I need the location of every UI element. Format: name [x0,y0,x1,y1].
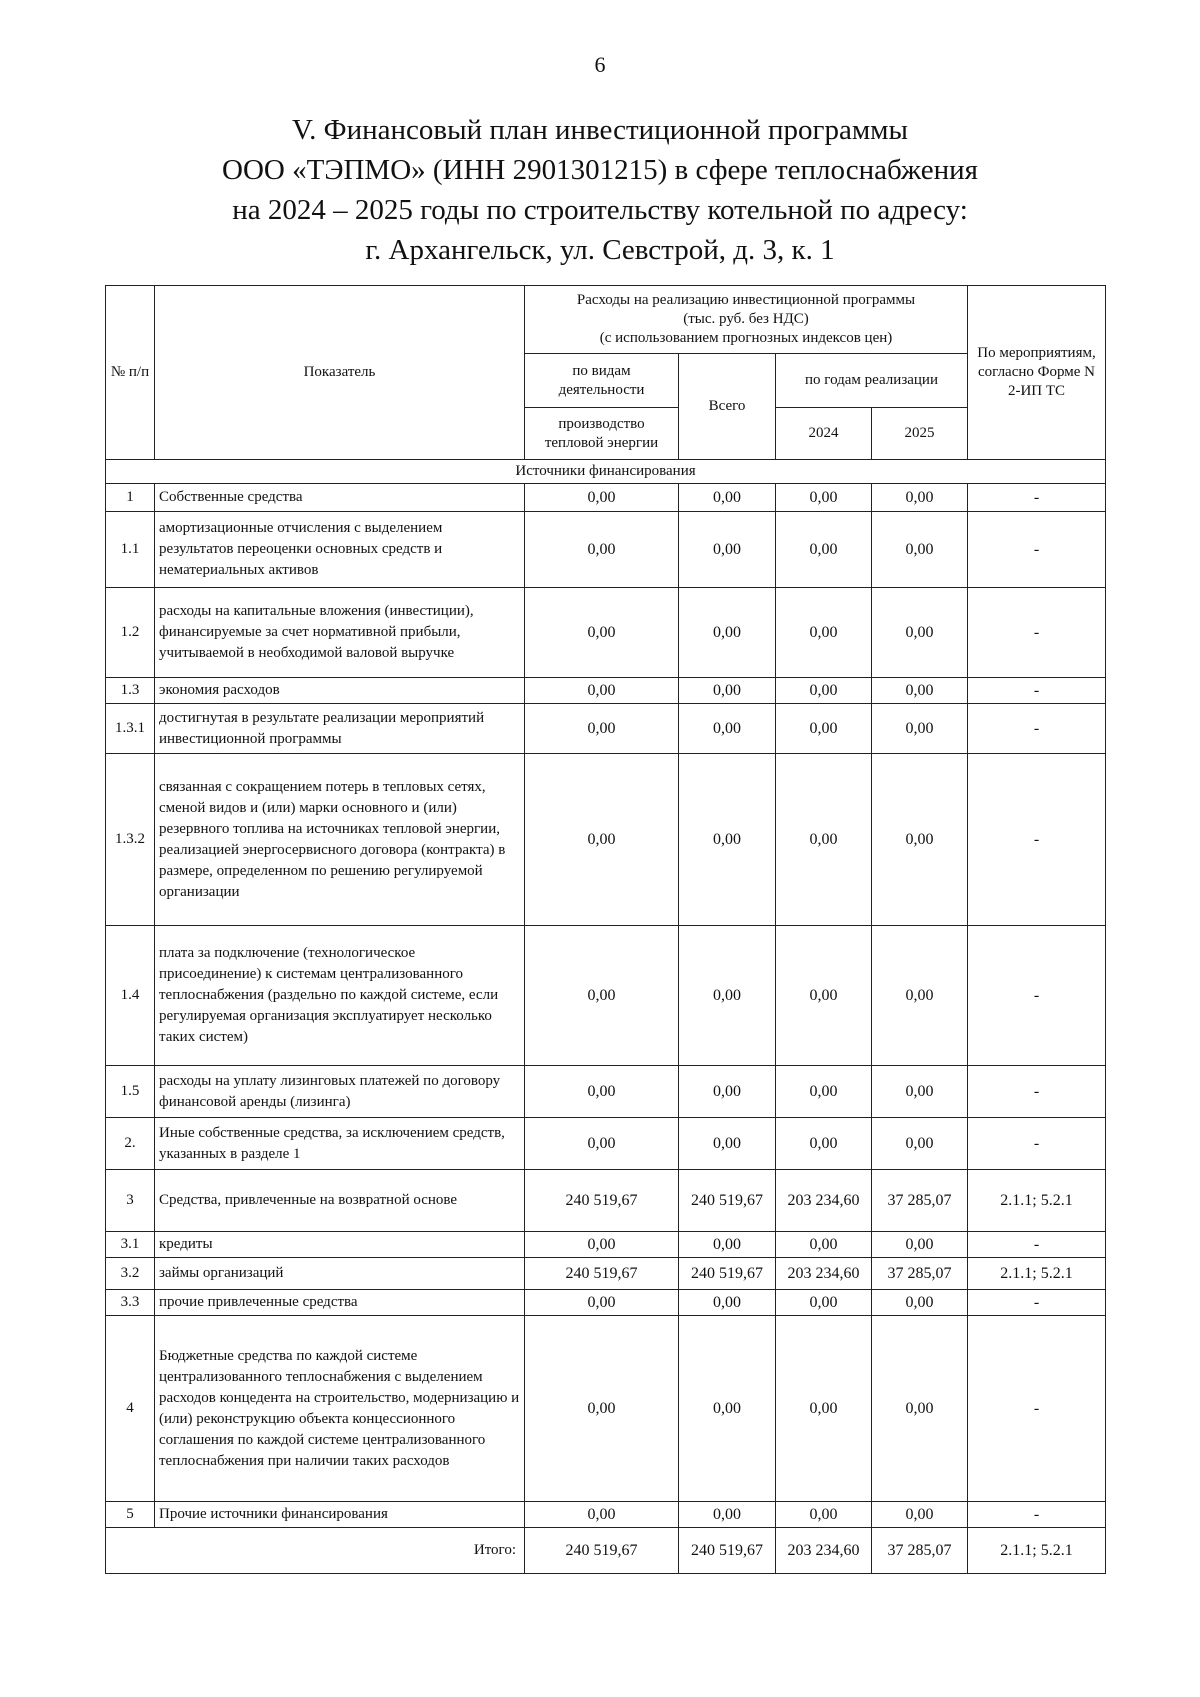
row-indicator: расходы на капитальные вложения (инвестиции), финансируемые за счет нормативной прибыли, учитываемой в необходимой валовой выручке [155,588,525,678]
row-2025: 0,00 [872,1066,968,1118]
table-footer [106,1528,1106,1574]
row-2025: 37 285,07 [872,1258,968,1290]
row-production: 0,00 [525,1502,679,1528]
row-total: 0,00 [679,588,776,678]
row-production: 0,00 [525,1316,679,1502]
row-2024: 0,00 [776,1066,872,1118]
row-total: 0,00 [679,1066,776,1118]
row-measures: - [968,1232,1106,1258]
row-2024: 0,00 [776,678,872,704]
row-2024: 0,00 [776,1232,872,1258]
row-total: 240 519,67 [679,1170,776,1232]
table-row [106,926,1106,1066]
table-row [106,1118,1106,1170]
totals-row [106,1528,1106,1574]
row-measures: - [968,678,1106,704]
row-indicator: Прочие источники финансирования [155,1502,525,1528]
totals-production: 240 519,67 [525,1528,679,1574]
row-measures: - [968,704,1106,754]
table-row [106,1290,1106,1316]
row-indicator: экономия расходов [155,678,525,704]
row-indicator: кредиты [155,1232,525,1258]
table-row [106,484,1106,512]
row-total: 0,00 [679,754,776,926]
row-total: 0,00 [679,512,776,588]
table-row [106,1258,1106,1290]
row-production: 0,00 [525,512,679,588]
row-2024: 0,00 [776,588,872,678]
row-indicator: займы организаций [155,1258,525,1290]
row-2024: 0,00 [776,484,872,512]
section-title: Источники финансирования [106,460,1106,484]
row-indicator: Иные собственные средства, за исключением средств, указанных в разделе 1 [155,1118,525,1170]
row-number: 3.2 [106,1258,155,1290]
row-measures: - [968,512,1106,588]
header-year-2024: 2024 [776,408,872,460]
row-number: 2. [106,1118,155,1170]
title-line-4: г. Архангельск, ул. Севстрой, д. 3, к. 1 [365,234,835,266]
row-2025: 0,00 [872,1232,968,1258]
row-number: 3 [106,1170,155,1232]
row-number: 1.4 [106,926,155,1066]
row-2025: 0,00 [872,588,968,678]
row-indicator: амортизационные отчисления с выделением результатов переоценки основных средств и нематериальных активов [155,512,525,588]
row-production: 0,00 [525,1232,679,1258]
header-total: Всего [679,354,776,460]
row-number: 1.5 [106,1066,155,1118]
row-production: 0,00 [525,588,679,678]
table-row [106,588,1106,678]
row-number: 1 [106,484,155,512]
row-indicator: расходы на уплату лизинговых платежей по договору финансовой аренды (лизинга) [155,1066,525,1118]
table-row [106,678,1106,704]
row-measures: - [968,588,1106,678]
row-measures: 2.1.1; 5.2.1 [968,1170,1106,1232]
row-indicator: Средства, привлеченные на возвратной основе [155,1170,525,1232]
row-measures: - [968,1316,1106,1502]
row-2024: 203 234,60 [776,1170,872,1232]
row-total: 0,00 [679,678,776,704]
row-2025: 0,00 [872,754,968,926]
table-row [106,512,1106,588]
row-2024: 0,00 [776,926,872,1066]
row-number: 1.3.2 [106,754,155,926]
row-measures: - [968,484,1106,512]
totals-total: 240 519,67 [679,1528,776,1574]
header-by-measures: По мероприятиям, согласно Форме N 2-ИП ТС [968,286,1106,460]
row-measures: - [968,754,1106,926]
table-row [106,704,1106,754]
title-line-2: ООО «ТЭПМО» (ИНН 2901301215) в сфере теплоснабжения [222,154,978,186]
row-measures: - [968,1290,1106,1316]
row-total: 240 519,67 [679,1258,776,1290]
row-indicator: связанная с сокращением потерь в тепловых сетях, сменой видов и (или) марки основного и (или) резервного топлива на источниках тепловой энергии, реализацией энергосервисного договора (контракта) в размере, определенном по решению регулируемой организации [155,754,525,926]
row-total: 0,00 [679,704,776,754]
header-year-2025: 2025 [872,408,968,460]
row-number: 1.1 [106,512,155,588]
table-row [106,1170,1106,1232]
row-production: 0,00 [525,484,679,512]
row-2025: 0,00 [872,512,968,588]
table-row [106,1066,1106,1118]
row-measures: - [968,1502,1106,1528]
row-2025: 0,00 [872,1290,968,1316]
page-number: 6 [594,52,606,77]
row-2024: 203 234,60 [776,1258,872,1290]
totals-measures: 2.1.1; 5.2.1 [968,1528,1106,1574]
row-2024: 0,00 [776,754,872,926]
row-indicator: Собственные средства [155,484,525,512]
row-production: 0,00 [525,1066,679,1118]
row-production: 0,00 [525,704,679,754]
row-number: 1.2 [106,588,155,678]
row-production: 0,00 [525,926,679,1066]
row-2024: 0,00 [776,512,872,588]
row-production: 240 519,67 [525,1258,679,1290]
row-2025: 0,00 [872,1316,968,1502]
title-line-1: V. Финансовый план инвестиционной программы [291,114,909,146]
row-number: 1.3 [106,678,155,704]
row-indicator: плата за подключение (технологическое присоединение) к системам централизованного теплоснабжения (раздельно по каждой системе, если регулируемая организация эксплуатирует несколько таких систем) [155,926,525,1066]
row-total: 0,00 [679,1232,776,1258]
header-expenses-line-3: (с использованием прогнозных индексов цен) [599,330,893,346]
header-num: № п/п [106,286,155,460]
row-indicator: Бюджетные средства по каждой системе централизованного теплоснабжения с выделением расходов концедента на строительство, модернизацию и (или) реконструкцию объекта концессионного соглашения по каждой системе централизованного теплоснабжения при наличии таких расходов [155,1316,525,1502]
row-total: 0,00 [679,1502,776,1528]
row-2025: 0,00 [872,704,968,754]
header-by-years: по годам реализации [776,354,968,408]
row-2025: 0,00 [872,926,968,1066]
row-production: 0,00 [525,754,679,926]
row-2025: 0,00 [872,1502,968,1528]
row-2025: 0,00 [872,678,968,704]
row-measures: 2.1.1; 5.2.1 [968,1258,1106,1290]
row-2024: 0,00 [776,704,872,754]
row-2024: 0,00 [776,1118,872,1170]
row-number: 1.3.1 [106,704,155,754]
header-expenses [525,286,968,354]
header-by-activity: по видам деятельности [525,354,679,408]
row-2025: 37 285,07 [872,1170,968,1232]
header-indicator: Показатель [155,286,525,460]
row-total: 0,00 [679,1118,776,1170]
table-row [106,1232,1106,1258]
row-2025: 0,00 [872,1118,968,1170]
row-production: 0,00 [525,1118,679,1170]
row-indicator: прочие привлеченные средства [155,1290,525,1316]
row-number: 4 [106,1316,155,1502]
financial-plan-table [105,285,1106,1574]
row-total: 0,00 [679,484,776,512]
table-row [106,1502,1106,1528]
row-2024: 0,00 [776,1502,872,1528]
row-2025: 0,00 [872,484,968,512]
row-measures: - [968,926,1106,1066]
table-body [106,484,1106,1528]
table-row [106,754,1106,926]
row-2024: 0,00 [776,1316,872,1502]
header-expenses-line-2: (тыс. руб. без НДС) [683,311,809,327]
row-measures: - [968,1118,1106,1170]
row-number: 3.1 [106,1232,155,1258]
row-number: 5 [106,1502,155,1528]
row-number: 3.3 [106,1290,155,1316]
totals-2024: 203 234,60 [776,1528,872,1574]
table-row [106,1316,1106,1502]
row-production: 0,00 [525,1290,679,1316]
table-header [106,286,1106,484]
document-title [0,110,1200,270]
totals-label: Итого: [106,1528,525,1574]
row-total: 0,00 [679,1316,776,1502]
title-line-3: на 2024 – 2025 годы по строительству котельной по адресу: [232,194,968,226]
row-total: 0,00 [679,926,776,1066]
totals-2025: 37 285,07 [872,1528,968,1574]
header-expenses-line-1: Расходы на реализацию инвестиционной программы [576,292,916,308]
row-production: 0,00 [525,678,679,704]
header-production: производство тепловой энергии [525,408,679,460]
row-2024: 0,00 [776,1290,872,1316]
row-production: 240 519,67 [525,1170,679,1232]
row-total: 0,00 [679,1290,776,1316]
row-indicator: достигнутая в результате реализации мероприятий инвестиционной программы [155,704,525,754]
row-measures: - [968,1066,1106,1118]
